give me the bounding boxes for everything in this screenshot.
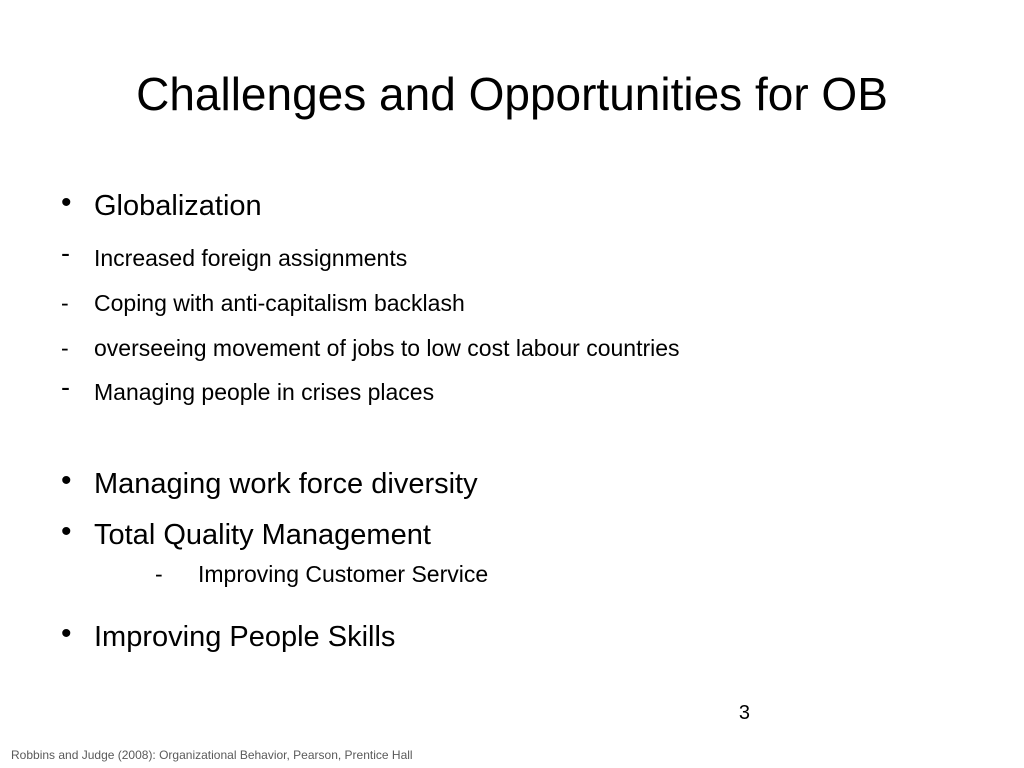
sub-item-text: Coping with anti-capitalism backlash xyxy=(94,290,465,316)
sub-item-text: Increased foreign assignments xyxy=(94,245,408,271)
dash-marker: - xyxy=(61,290,69,316)
sub-item-text: Improving Customer Service xyxy=(198,561,489,587)
dash-marker: - xyxy=(61,372,70,402)
bullet-marker: • xyxy=(61,464,72,497)
dash-marker: - xyxy=(61,335,69,361)
bullet-text: Managing work force diversity xyxy=(94,468,478,500)
dash-marker: - xyxy=(61,238,70,268)
sub-item-text: Managing people in crises places xyxy=(94,379,435,405)
bullet-marker: • xyxy=(61,617,72,650)
slide-title: Challenges and Opportunities for OB xyxy=(136,68,888,120)
bullet-text: Total Quality Management xyxy=(94,519,431,551)
sub-item-text: overseeing movement of jobs to low cost labour countries xyxy=(94,335,680,361)
bullet-text: Improving People Skills xyxy=(94,621,396,653)
dash-marker: - xyxy=(155,561,163,587)
bullet-marker: • xyxy=(61,186,72,219)
bullet-text: Globalization xyxy=(94,190,262,222)
page-number: 3 xyxy=(738,702,750,724)
footer-citation: Robbins and Judge (2008): Organizational Behavior, Pearson, Prentice Hall xyxy=(11,748,413,762)
bullet-marker: • xyxy=(61,515,72,548)
